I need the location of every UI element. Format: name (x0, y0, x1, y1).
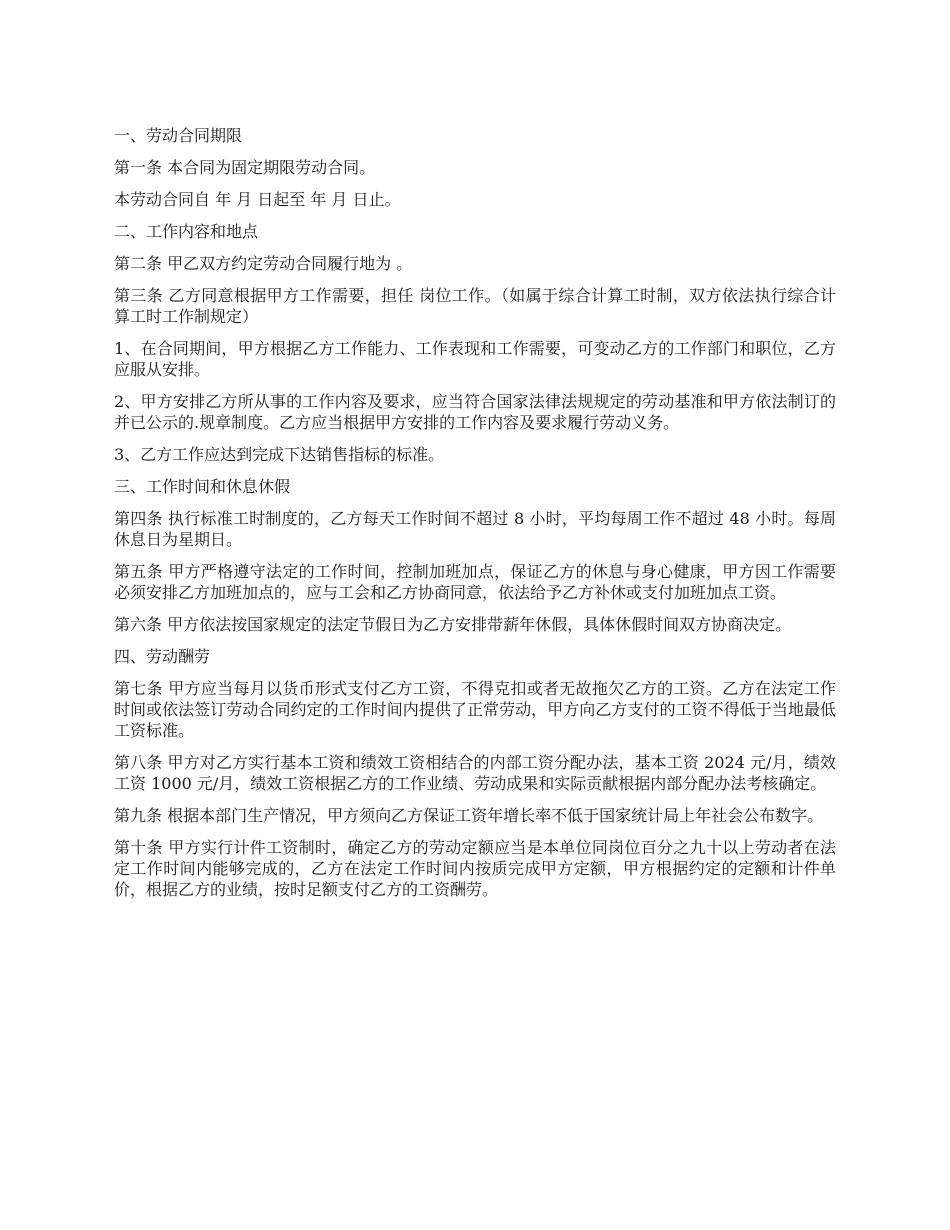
article-5: 第五条 甲方严格遵守法定的工作时间，控制加班加点，保证乙方的休息与身心健康，甲方因工作需要必须安排乙方加班加点的，应与工会和乙方协商同意，依法给予乙方补休或支付加班加点工资。 (114, 562, 836, 602)
article-9: 第九条 根据本部门生产情况，甲方须向乙方保证工资年增长率不低于国家统计局上年社会公布数字。 (114, 806, 824, 825)
article-6: 第六条 甲方依法按国家规定的法定节假日为乙方安排带薪年休假，具体休假时间双方协商决定。 (114, 615, 792, 634)
article-2: 第二条 甲乙双方约定劳动合同履行地为 。 (114, 254, 413, 273)
section-heading-contract-term: 一、劳动合同期限 (114, 126, 243, 145)
section-heading-working-hours: 三、工作时间和休息休假 (114, 477, 291, 496)
clause-3: 3、乙方工作应达到完成下达销售指标的标准。 (114, 445, 445, 464)
article-7: 第七条 甲方应当每月以货币形式支付乙方工资，不得克扣或者无故拖欠乙方的工资。乙方在法定工作时间或依法签订劳动合同约定的工作时间内提供了正常劳动，甲方向乙方支付的工资不得低于当地最低工资标准。 (114, 679, 836, 740)
section-heading-work-content: 二、工作内容和地点 (114, 222, 259, 241)
clause-2: 2、甲方安排乙方所从事的工作内容及要求，应当符合国家法律法规规定的劳动基准和甲方依法制订的并已公示的.规章制度。乙方应当根据甲方安排的工作内容及要求履行劳动义务。 (114, 392, 836, 432)
article-10: 第十条 甲方实行计件工资制时，确定乙方的劳动定额应当是本单位同岗位百分之九十以上劳动者在法定工作时间内能够完成的，乙方在法定工作时间内按质完成甲方定额，甲方根据约定的定额和计件单价，根据乙方的业绩，按时足额支付乙方的工资酬劳。 (114, 838, 836, 899)
article-3: 第三条 乙方同意根据甲方工作需要，担任 岗位工作。（如属于综合计算工时制，双方依法执行综合计算工时工作制规定） (114, 286, 836, 326)
section-heading-remuneration: 四、劳动酬劳 (114, 647, 211, 666)
article-8: 第八条 甲方对乙方实行基本工资和绩效工资相结合的内部工资分配办法，基本工资 2024 元/月，绩效工资 1000 元/月，绩效工资根据乙方的工作业绩、劳动成果和实际贡献根据内部分配办法考核确定。 (114, 753, 836, 793)
contract-period: 本劳动合同自 年 月 日起至 年 月 日止。 (114, 190, 401, 209)
article-1: 第一条 本合同为固定期限劳动合同。 (114, 158, 376, 177)
article-4: 第四条 执行标准工时制度的，乙方每天工作时间不超过 8 小时，平均每周工作不超过 48 小时。每周休息日为星期日。 (114, 509, 836, 549)
document-body (114, 125, 836, 911)
clause-1: 1、在合同期间，甲方根据乙方工作能力、工作表现和工作需要，可变动乙方的工作部门和职位，乙方应服从安排。 (114, 339, 836, 379)
